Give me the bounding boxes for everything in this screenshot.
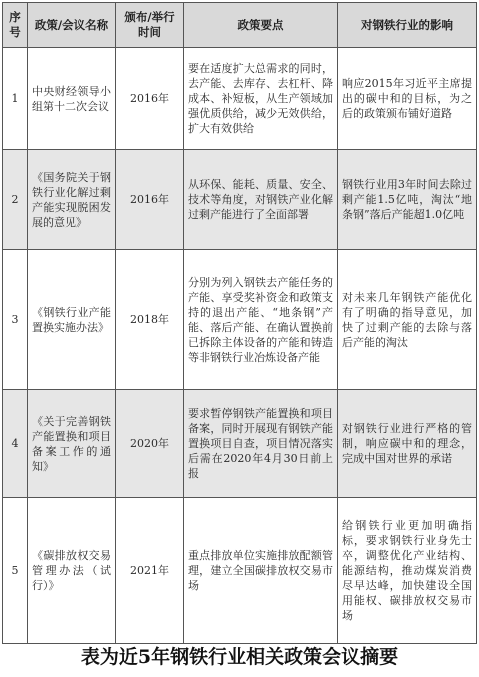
policy-impact: 对未来几年钢铁产能优化有了明确的指导意见，加快了过剩产能的去除与落后产能的淘汰	[338, 250, 477, 390]
header-time: 颁布/举行时间	[116, 3, 184, 48]
policy-impact: 给钢铁行业更加明确指标，要求钢铁行业身先士卒，调整优化产业结构、能源结构，推动煤炭消费尽早达峰，加快建设全国用能权、碳排放权交易市场	[338, 498, 477, 644]
row-number: 1	[3, 48, 28, 150]
row-number: 4	[3, 390, 28, 498]
table-row	[3, 250, 477, 390]
policy-points: 重点排放单位实施排放配额管理，建立全国碳排放权交易市场	[184, 498, 338, 644]
policy-points: 要在适度扩大总需求的同时，去产能、去库存、去杠杆、降成本、补短板，从生产领域加强优质供给，减少无效供给，扩大有效供给	[184, 48, 338, 150]
policy-points: 分别为列入钢铁去产能任务的产能、享受奖补资金和政策支持的退出产能、“地条钢”产能、落后产能、在确认置换前已拆除主体设备的产能和铸造等非钢铁行业冶炼设备产能	[184, 250, 338, 390]
table-row	[3, 498, 477, 644]
policy-points: 从环保、能耗、质量、安全、技术等角度，对钢铁产业化解过剩产能进行了全面部署	[184, 150, 338, 250]
policy-year: 2016年	[116, 48, 184, 150]
policy-year: 2016年	[116, 150, 184, 250]
policy-year: 2020年	[116, 390, 184, 498]
table-row	[3, 48, 477, 150]
table-row	[3, 150, 477, 250]
policy-points: 要求暂停钢铁产能置换和项目备案，同时开展现有钢铁产能置换项目自查，项目情况落实后需在2020年4月30日前上报	[184, 390, 338, 498]
policy-impact: 对钢铁行业进行严格的管制，响应碳中和的理念，完成中国对世界的承诺	[338, 390, 477, 498]
table-row	[3, 390, 477, 498]
policy-name: 《国务院关于钢铁行业化解过剩产能实现脱困发展的意见》	[28, 150, 116, 250]
policy-name: 中央财经领导小组第十二次会议	[28, 48, 116, 150]
row-number: 5	[3, 498, 28, 644]
header-no: 序号	[3, 3, 28, 48]
header-points: 政策要点	[184, 3, 338, 48]
row-number: 2	[3, 150, 28, 250]
policy-name: 《钢铁行业产能置换实施办法》	[28, 250, 116, 390]
table-header-row	[3, 3, 477, 48]
header-impact: 对钢铁行业的影响	[338, 3, 477, 48]
policy-year: 2018年	[116, 250, 184, 390]
policy-table	[2, 2, 477, 644]
table-caption: 表为近5年钢铁行业相关政策会议摘要	[80, 646, 399, 668]
policy-year: 2021年	[116, 498, 184, 644]
header-name: 政策/会议名称	[28, 3, 116, 48]
policy-name: 《碳排放权交易管理办法（试行）》	[28, 498, 116, 644]
row-number: 3	[3, 250, 28, 390]
policy-impact: 钢铁行业用3年时间去除过剩产能1.5亿吨，淘汰“地条钢”落后产能超1.0亿吨	[338, 150, 477, 250]
policy-name: 《关于完善钢铁产能置换和项目备案工作的通知》	[28, 390, 116, 498]
policy-impact: 响应2015年习近平主席提出的碳中和的目标，为之后的政策颁布铺好道路	[338, 48, 477, 150]
